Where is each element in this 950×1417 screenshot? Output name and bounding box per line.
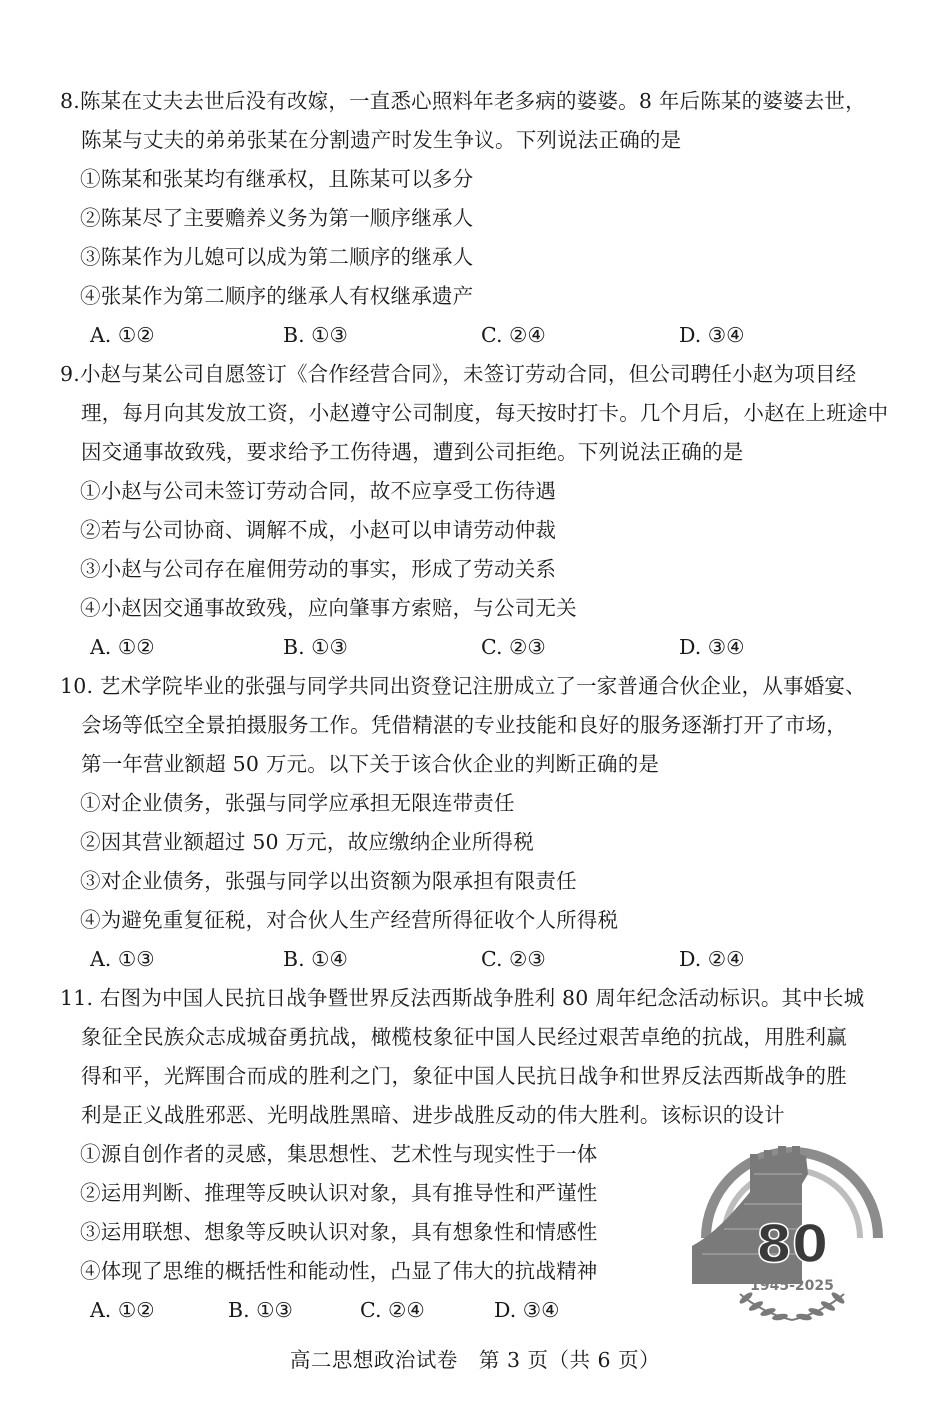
q10-stem-line-3: 第一年营业额超 50 万元。以下关于该合伙企业的判断正确的是 xyxy=(81,752,660,776)
olive-branch-icon xyxy=(738,1291,846,1322)
q9-statement-4: ④小赵因交通事故致残，应向肇事方索赔，与公司无关 xyxy=(80,596,577,620)
q10-stem-line-1: 10. 艺术学院毕业的张强与同学共同出资登记注册成立了一家普通合伙企业，从事婚宴、 xyxy=(60,674,866,698)
q8-statement-2: ②陈某尽了主要赡养义务为第一顺序继承人 xyxy=(80,206,474,230)
victory-80-logo xyxy=(684,1134,900,1330)
q11-choice-d: D. ③④ xyxy=(494,1298,560,1322)
q9-choice-c: C. ②③ xyxy=(481,635,546,659)
q8-statement-3: ③陈某作为儿媳可以成为第二顺序的继承人 xyxy=(80,245,474,269)
q11-stem-line-1: 11. 右图为中国人民抗日战争暨世界反法西斯战争胜利 80 周年纪念活动标识。其中长城 xyxy=(60,986,865,1010)
q9-stem-line-3: 因交通事故致残，要求给予工伤待遇，遭到公司拒绝。下列说法正确的是 xyxy=(81,440,744,464)
q11-stem-line-3: 得和平，光辉围合而成的胜利之门，象征中国人民抗日战争和世界反法西斯战争的胜 xyxy=(81,1064,847,1088)
q10-choice-b: B. ①④ xyxy=(283,947,348,971)
q9-choice-b: B. ①③ xyxy=(283,635,348,659)
q10-statement-4: ④为避免重复征税，对合伙人生产经营所得征收个人所得税 xyxy=(80,908,619,932)
q11-choice-b: B. ①③ xyxy=(228,1298,293,1322)
q10-choice-a: A. ①③ xyxy=(90,947,155,971)
q11-statement-1: ①源自创作者的灵感，集思想性、艺术性与现实性于一体 xyxy=(80,1142,598,1166)
q10-choice-c: C. ②③ xyxy=(481,947,546,971)
q9-statement-3: ③小赵与公司存在雇佣劳动的事实，形成了劳动关系 xyxy=(80,557,557,581)
q11-statement-2: ②运用判断、推理等反映认识对象，具有推导性和严谨性 xyxy=(80,1181,598,1205)
q10-choice-d: D. ②④ xyxy=(679,947,745,971)
q10-statement-1: ①对企业债务，张强与同学应承担无限连带责任 xyxy=(80,791,515,815)
q11-stem-line-2: 象征全民族众志成城奋勇抗战，橄榄枝象征中国人民经过艰苦卓绝的抗战，用胜利赢 xyxy=(81,1025,847,1049)
q8-statement-4: ④张某作为第二顺序的继承人有权继承遗产 xyxy=(80,284,474,308)
q10-statement-2: ②因其营业额超过 50 万元，故应缴纳企业所得税 xyxy=(80,830,534,854)
q11-choice-c: C. ②④ xyxy=(360,1298,425,1322)
q8-choices xyxy=(0,322,950,348)
q11-choice-a: A. ①② xyxy=(90,1298,155,1322)
q10-stem-line-2: 会场等低空全景拍摄服务工作。凭借精湛的专业技能和良好的服务逐渐打开了市场， xyxy=(81,713,847,737)
q9-choice-d: D. ③④ xyxy=(679,635,745,659)
q8-choice-a: A. ①② xyxy=(90,323,155,347)
q8-choice-d: D. ③④ xyxy=(679,323,745,347)
q11-statement-3: ③运用联想、想象等反映认识对象，具有想象性和情感性 xyxy=(80,1220,598,1244)
q8-stem-line-2: 陈某与丈夫的弟弟张某在分割遗产时发生争议。下列说法正确的是 xyxy=(81,128,682,152)
q9-stem-line-2: 理，每月向其发放工资，小赵遵守公司制度，每天按时打卡。几个月后，小赵在上班途中 xyxy=(81,401,889,425)
q9-statement-1: ①小赵与公司未签订劳动合同，故不应享受工伤待遇 xyxy=(80,479,557,503)
q11-stem-line-4: 利是正义战胜邪恶、光明战胜黑暗、进步战胜反动的伟大胜利。该标识的设计 xyxy=(81,1103,785,1127)
q8-choice-b: B. ①③ xyxy=(283,323,348,347)
q8-statement-1: ①陈某和张某均有继承权，且陈某可以多分 xyxy=(80,167,474,191)
logo-years: 1945-2025 xyxy=(750,1278,834,1294)
q11-statement-4: ④体现了思维的概括性和能动性，凸显了伟大的抗战精神 xyxy=(80,1259,598,1283)
page-footer: 高二思想政治试卷 第 3 页（共 6 页） xyxy=(289,1348,661,1372)
q8-choice-c: C. ②④ xyxy=(481,323,546,347)
q8-stem-line-1: 8.陈某在丈夫去世后没有改嫁，一直悉心照料年老多病的婆婆。8 年后陈某的婆婆去世， xyxy=(60,89,866,113)
q9-choices xyxy=(0,634,950,660)
logo-number: 80 xyxy=(755,1215,829,1275)
q9-stem-line-1: 9.小赵与某公司自愿签订《合作经营合同》，未签订劳动合同，但公司聘任小赵为项目经 xyxy=(60,362,857,386)
q10-statement-3: ③对企业债务，张强与同学以出资额为限承担有限责任 xyxy=(80,869,577,893)
q10-choices xyxy=(0,946,950,972)
q9-choice-a: A. ①② xyxy=(90,635,155,659)
q9-statement-2: ②若与公司协商、调解不成，小赵可以申请劳动仲裁 xyxy=(80,518,557,542)
